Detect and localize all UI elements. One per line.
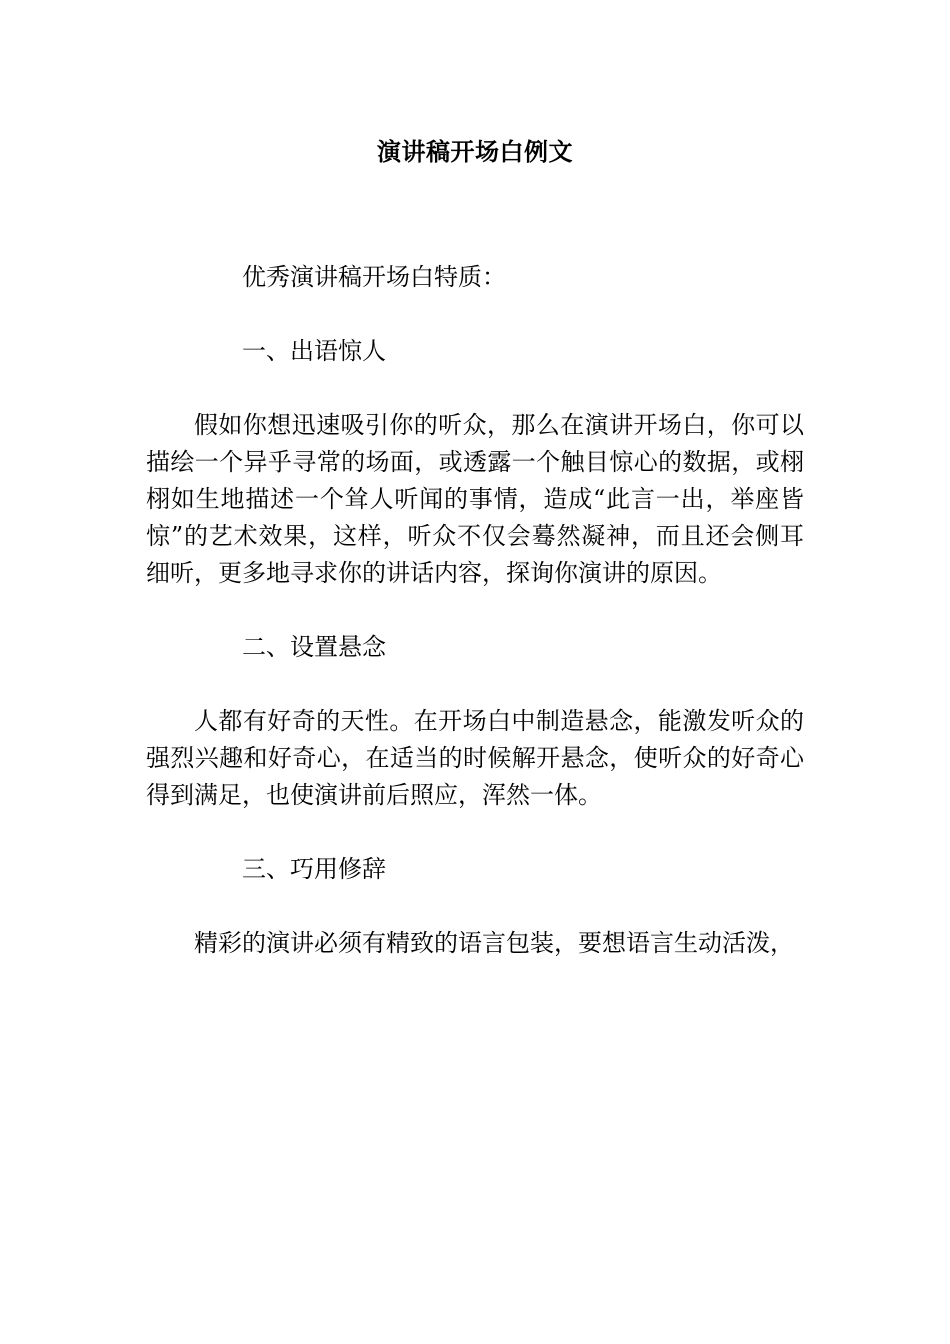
section-heading-2: 二、设置悬念 [242,633,386,661]
paragraph-2: 人都有好奇的天性。在开场白中制造悬念，能激发听众的强烈兴趣和好奇心，在适当的时候解开悬念，使听众的好奇心得到满足，也使演讲前后照应，浑然一体。 [146,707,804,809]
paragraph-3: 精彩的演讲必须有精致的语言包装，要想语言生动活泼， [194,929,794,957]
section-heading-3: 三、巧用修辞 [242,855,386,883]
paragraph-1: 假如你想迅速吸引你的听众，那么在演讲开场白，你可以描绘一个异乎寻常的场面，或透露一个触目惊心的数据，或栩栩如生地描述一个耸人听闻的事情，造成“此言一出，举座皆惊”的艺术效果，这样，听众不仅会蓦然凝神，而且还会侧耳细听，更多地寻求你的讲话内容，探询你演讲的原因。 [146,411,804,587]
section-heading-1: 一、出语惊人 [242,337,386,365]
section-intro: 优秀演讲稿开场白特质： [242,263,506,291]
document-title: 演讲稿开场白例文 [377,137,573,166]
document-body [146,259,804,999]
